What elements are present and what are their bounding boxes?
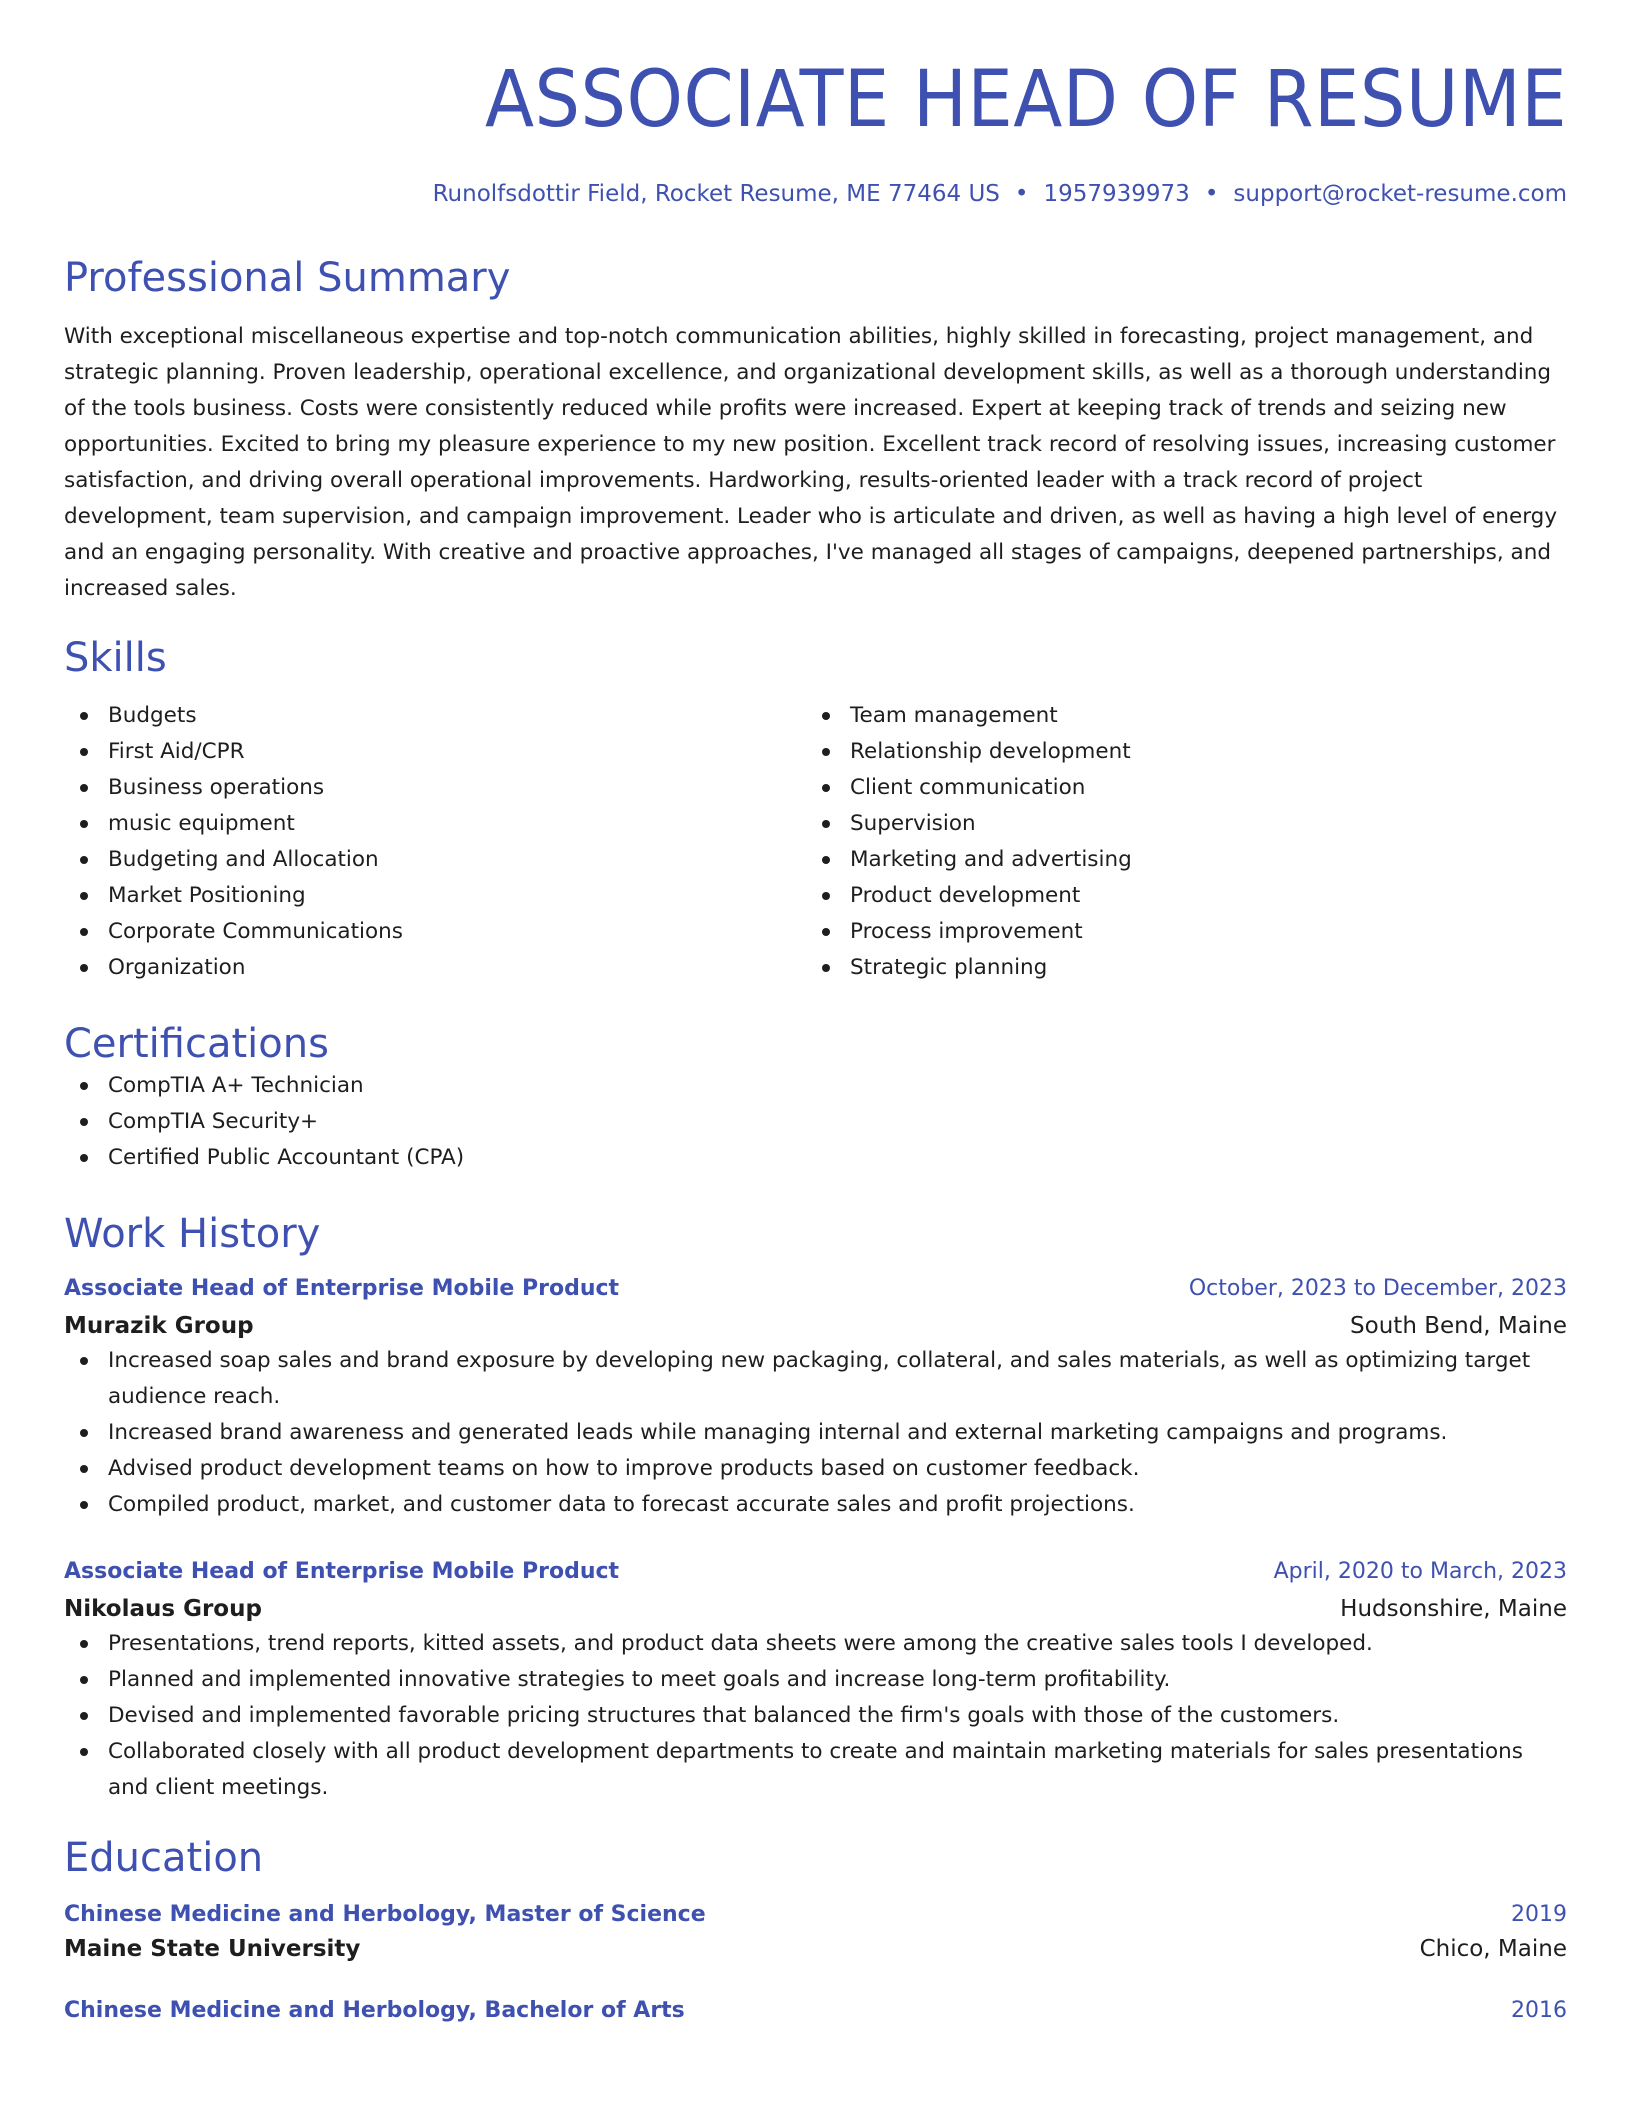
contact-separator: • [1014,181,1029,207]
job-header [64,1274,1567,1304]
job-bullet: Devised and implemented favorable pricing structures that balanced the firm's goals with those of the customers. [64,1698,1567,1734]
skill-item: Budgets [64,698,806,734]
job-subheader [64,1592,1567,1626]
certifications-heading: Certifications [64,1021,329,1067]
education-section [64,1834,1567,2026]
job-bullets [64,1626,1567,1806]
job-dates: April, 2020 to March, 2023 [1273,1559,1567,1584]
resume-header [64,50,1567,210]
skills-column-left [64,698,806,986]
skill-item: Organization [64,950,806,986]
certifications-section [64,1020,1567,1176]
skills-heading: Skills [64,635,167,681]
skill-item: Budgeting and Allocation [64,842,806,878]
skill-item: Marketing and advertising [806,842,1548,878]
job-company: Nikolaus Group [64,1596,262,1622]
resume-title: ASSOCIATE HEAD OF RESUME [484,55,1567,145]
education-degree: Chinese Medicine and Herbology, Master of Science [64,1902,706,1927]
education-entry [64,1900,1567,1966]
contact-address: Runolfsdottir Field, Rocket Resume, ME 77464 US [432,181,1000,207]
skill-item: Business operations [64,770,806,806]
work-history-heading: Work History [64,1211,321,1257]
education-heading: Education [64,1835,264,1881]
skills-section [64,634,1567,986]
skill-item: Relationship development [806,734,1548,770]
skill-item: Team management [806,698,1548,734]
education-year: 2019 [1511,1902,1567,1927]
job-entry [64,1557,1567,1806]
skill-item: Supervision [806,806,1548,842]
job-location: Hudsonshire, Maine [1340,1596,1567,1622]
job-location: South Bend, Maine [1350,1313,1567,1339]
education-header [64,1900,1567,1930]
education-subheader [64,1932,1567,1966]
education-school: Maine State University [64,1936,361,1962]
education-entry [64,1996,1567,2026]
skill-item: First Aid/CPR [64,734,806,770]
skill-item: Product development [806,878,1548,914]
education-location: Chico, Maine [1419,1936,1567,1962]
contact-line [64,178,1567,210]
job-header [64,1557,1567,1587]
skill-item: Strategic planning [806,950,1548,986]
job-bullet: Increased soap sales and brand exposure by developing new packaging, collateral, and sales materials, as well as optimizing target audience reach. [64,1343,1567,1415]
job-title: Associate Head of Enterprise Mobile Product [64,1276,620,1301]
education-degree: Chinese Medicine and Herbology, Bachelor of Arts [64,1998,685,2023]
job-bullet: Collaborated closely with all product development departments to create and maintain marketing materials for sales presentations and client meetings. [64,1734,1567,1806]
certification-item: CompTIA A+ Technician [64,1068,1567,1104]
job-title: Associate Head of Enterprise Mobile Product [64,1559,620,1584]
certification-item: Certified Public Accountant (CPA) [64,1140,1567,1176]
job-bullet: Planned and implemented innovative strategies to meet goals and increase long-term profitability. [64,1662,1567,1698]
skills-column-right [806,698,1548,986]
skill-item: Corporate Communications [64,914,806,950]
summary-text: With exceptional miscellaneous expertise and top-notch communication abilities, highly skilled in forecasting, project management, and strategic planning. Proven leadership, operational excellence, and organizational development skills, as well as a thorough understanding of the tools business. Costs were consistently reduced while profits were increased. Expert at keeping track of trends and seizing new opportunities. Excited to bring my pleasure experience to my new position. Excellent track record of resolving issues, increasing customer satisfaction, and driving overall operational improvements. Hardworking, results-oriented leader with a track record of project development, team supervision, and campaign improvement. Leader who is articulate and driven, as well as having a high level of energy and an engaging personality. With creative and proactive approaches, I've managed all stages of campaigns, deepened partnerships, and increased sales. [64,324,1558,601]
education-header [64,1996,1567,2026]
contact-separator: • [1204,181,1219,207]
work-history-section [64,1210,1567,1806]
certification-item: CompTIA Security+ [64,1104,1567,1140]
skill-item: Process improvement [806,914,1548,950]
job-bullet: Presentations, trend reports, kitted assets, and product data sheets were among the creative sales tools I developed. [64,1626,1567,1662]
summary-section [64,254,1567,607]
contact-email: support@rocket-resume.com [1233,181,1567,207]
skill-item: Client communication [806,770,1548,806]
certifications-list [64,1068,1567,1176]
job-entry [64,1274,1567,1523]
skill-item: music equipment [64,806,806,842]
job-bullet: Compiled product, market, and customer data to forecast accurate sales and profit projections. [64,1487,1567,1523]
job-company: Murazik Group [64,1313,254,1339]
summary-heading: Professional Summary [64,255,511,301]
contact-phone: 1957939973 [1043,181,1190,207]
skill-item: Market Positioning [64,878,806,914]
resume-page [64,50,1567,2026]
job-bullets [64,1343,1567,1523]
job-subheader [64,1309,1567,1343]
job-dates: October, 2023 to December, 2023 [1188,1276,1567,1301]
skills-columns [64,698,1567,986]
education-year: 2016 [1511,1998,1567,2023]
job-bullet: Advised product development teams on how to improve products based on customer feedback. [64,1451,1567,1487]
job-bullet: Increased brand awareness and generated leads while managing internal and external marketing campaigns and programs. [64,1415,1567,1451]
